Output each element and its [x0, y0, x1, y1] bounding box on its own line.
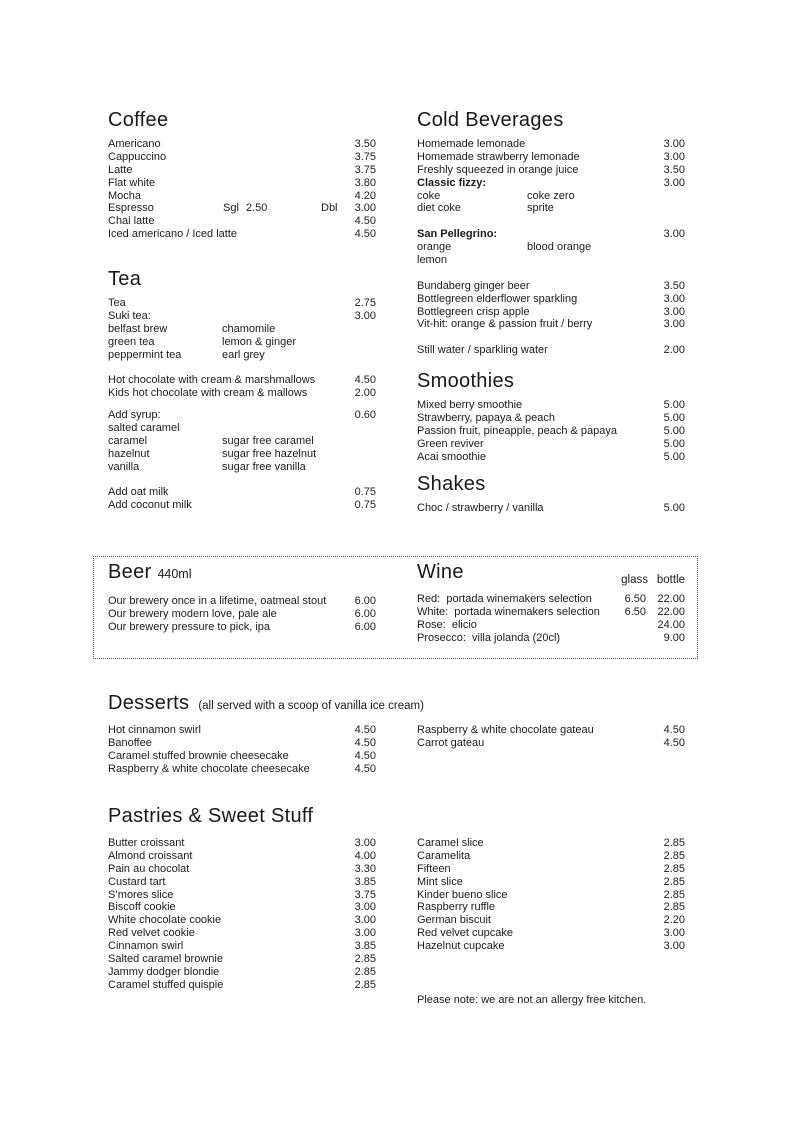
section-tea [108, 267, 376, 512]
menu-item-row [417, 254, 685, 267]
item-name: Flat white [108, 176, 156, 189]
menu-item-row [417, 438, 685, 451]
menu-item-row [108, 901, 376, 914]
menu-item-row [417, 293, 685, 306]
menu-item-row [417, 280, 685, 293]
menu-item-row [108, 151, 376, 164]
menu-item-row [417, 228, 685, 241]
desserts-items-left [108, 724, 376, 776]
menu-item-row [108, 486, 376, 499]
item-name: Salted caramel brownie [108, 953, 223, 966]
item-name: Banoffee [108, 736, 152, 749]
section-title-text: Tea [108, 268, 142, 290]
item-price: 2.00 [354, 387, 376, 400]
menu-item-row [108, 499, 376, 512]
item-name: vanilla [108, 460, 140, 473]
menu-item-row [108, 750, 376, 763]
section-pastries [108, 804, 685, 991]
item-name: Jammy dodger blondie [108, 965, 220, 978]
item-price: 3.85 [354, 875, 376, 888]
menu-item-row [417, 241, 685, 254]
item-name: Add syrup: [108, 409, 161, 422]
menu-item-row [108, 138, 376, 151]
allergy-note: Please note: we are not an allergy free kitchen. [417, 994, 647, 1006]
item-name: Raspberry & white chocolate gateau [417, 724, 594, 736]
menu-item-row [108, 621, 376, 634]
menu-item-row [417, 177, 685, 190]
menu-item-row [108, 461, 376, 474]
beer-size-note: 440ml [157, 567, 192, 581]
pastries-items-left [108, 837, 376, 992]
smoothies-title [417, 369, 685, 393]
item-name: Raspberry ruffle [417, 901, 496, 914]
item-name: Cinnamon swirl [108, 940, 184, 953]
item-name: Red velvet cupcake [417, 927, 513, 940]
item-name: hazelnut [108, 447, 150, 460]
section-title-text: Pastries & Sweet Stuff [108, 805, 314, 827]
shakes-items [417, 502, 685, 515]
menu-item-row [417, 889, 685, 902]
item-price: 3.00 [354, 927, 376, 940]
item-name: salted caramel [108, 422, 180, 435]
item-secondary-name: coke zero [527, 189, 575, 202]
item-price: 3.30 [354, 862, 376, 875]
menu-item-row [108, 876, 376, 889]
item-name: Homemade strawberry lemonade [417, 150, 580, 163]
item-secondary-name: blood orange [527, 241, 592, 254]
item-name: Almond croissant [108, 849, 193, 862]
menu-item-row [417, 451, 685, 464]
bottle-column-header: bottle [656, 574, 685, 586]
item-glass-price: 6.50 [624, 593, 646, 605]
item-name: Our brewery pressure to pick, ipa [108, 620, 271, 633]
menu-item-row [417, 425, 685, 438]
menu-item-row [108, 737, 376, 750]
item-name: Latte [108, 163, 133, 176]
item-price: 2.85 [354, 965, 376, 978]
menu-item-row [108, 422, 376, 435]
menu-item-row [108, 953, 376, 966]
menu-item-row [417, 502, 685, 515]
menu-item-row [108, 595, 376, 608]
menu-item-row [108, 966, 376, 979]
item-name: Our brewery modern love, pale ale [108, 607, 277, 620]
menu-item-row [108, 927, 376, 940]
item-price: 4.50 [663, 724, 685, 736]
item-price: 3.00 [663, 292, 685, 305]
item-glass-price: 6.50 [624, 605, 646, 618]
item-name: Hot cinnamon swirl [108, 724, 201, 736]
menu-item-row [108, 215, 376, 228]
item-name: Caramelita [417, 849, 471, 862]
item-name: Hazelnut cupcake [417, 940, 505, 953]
item-name: Americano [108, 138, 161, 150]
menu-item-row [108, 409, 376, 422]
cold-beverages-title [417, 108, 685, 132]
item-name: Our brewery once in a lifetime, oatmeal stout [108, 595, 327, 607]
item-price: 3.75 [354, 163, 376, 176]
section-title-text: Cold Beverages [417, 109, 564, 131]
item-secondary-name: sugar free hazelnut [222, 447, 317, 460]
item-price: 2.85 [663, 875, 685, 888]
item-price: 3.00 [354, 202, 376, 215]
menu-item-row [108, 349, 376, 362]
menu-item-row [108, 228, 376, 241]
item-price: 4.50 [354, 736, 376, 749]
item-price: 2.75 [354, 297, 376, 309]
item-name: Mocha [108, 189, 142, 202]
item-price: 6.00 [354, 607, 376, 620]
item-name: Add coconut milk [108, 499, 192, 512]
item-bottle-price: 22.00 [657, 605, 685, 618]
item-price: 4.50 [354, 749, 376, 762]
item-price: 3.00 [663, 176, 685, 189]
wine-column-headers [417, 574, 685, 587]
item-name: orange [417, 241, 452, 254]
menu-item-row [417, 306, 685, 319]
item-price: 5.00 [663, 399, 685, 411]
item-price: 3.85 [354, 940, 376, 953]
item-name: Chai latte [108, 215, 155, 228]
item-name: Mint slice [417, 875, 463, 888]
item-name: Biscoff cookie [108, 901, 176, 914]
menu-item-row [108, 177, 376, 190]
menu-item-row [417, 927, 685, 940]
item-name: Bottlegreen crisp apple [417, 305, 530, 318]
item-name: Red: portada winemakers selection [417, 593, 592, 605]
item-price: 3.00 [354, 309, 376, 322]
item-price: 3.50 [663, 163, 685, 176]
menu-item-row [108, 763, 376, 776]
tea-title [108, 267, 376, 291]
item-name: Freshly squeezed in orange juice [417, 163, 579, 176]
section-title-text: Wine [417, 561, 464, 583]
item-price: 5.00 [663, 437, 685, 450]
item-price: 2.00 [663, 344, 685, 357]
item-price: 4.50 [354, 762, 376, 775]
item-price: 0.75 [354, 499, 376, 512]
item-name: Still water / sparkling water [417, 344, 548, 357]
item-name: White: portada winemakers selection [417, 605, 600, 618]
menu-item-row [417, 318, 685, 331]
menu-item-row [417, 138, 685, 151]
desserts-subtitle: (all served with a scoop of vanilla ice cream) [198, 700, 424, 712]
section-desserts [108, 691, 685, 775]
item-name: Passion fruit, pineapple, peach & papaya [417, 424, 617, 437]
item-price: 3.00 [354, 914, 376, 927]
menu-item-row [417, 151, 685, 164]
item-price: 3.00 [354, 901, 376, 914]
section-smoothies [417, 369, 685, 463]
desserts-title [108, 691, 685, 718]
menu-item-row [417, 412, 685, 425]
menu-item-row [417, 164, 685, 177]
menu-item-row [417, 632, 685, 645]
item-price: 4.50 [354, 228, 376, 241]
item-name: Caramel slice [417, 837, 484, 849]
item-name: lemon [417, 254, 447, 267]
spacer-row [417, 331, 685, 344]
spacer-row [108, 361, 376, 374]
section-beer [108, 560, 376, 634]
item-price: 5.00 [663, 411, 685, 424]
item-bottle-price: 9.00 [663, 631, 685, 644]
item-name: Red velvet cookie [108, 927, 195, 940]
cold-beverages-items [417, 138, 685, 357]
item-name: Fifteen [417, 862, 451, 875]
item-price: 3.50 [663, 279, 685, 292]
menu-item-row [108, 374, 376, 387]
menu-item-row [108, 940, 376, 953]
section-title-text: Smoothies [417, 370, 515, 392]
menu-item-row [417, 837, 685, 850]
item-price: 4.50 [354, 374, 376, 387]
menu-item-row [108, 190, 376, 203]
item-name: Cappuccino [108, 150, 167, 163]
menu-item-row [108, 979, 376, 992]
item-price: 2.85 [663, 837, 685, 849]
item-price: 3.00 [663, 138, 685, 150]
item-bottle-price: 24.00 [657, 618, 685, 631]
item-name: Pain au chocolat [108, 862, 190, 875]
item-secondary-name: sprite [527, 202, 554, 215]
item-name: White chocolate cookie [108, 914, 222, 927]
item-name: Prosecco: villa jolanda (20cl) [417, 631, 561, 644]
item-price: 2.85 [663, 849, 685, 862]
section-coffee [108, 108, 376, 241]
item-price: 5.00 [663, 450, 685, 463]
item-price: 2.20 [663, 914, 685, 927]
menu-item-row [108, 323, 376, 336]
item-name: Green reviver [417, 437, 484, 450]
menu-item-row [108, 850, 376, 863]
item-price: 3.00 [663, 305, 685, 318]
coffee-title [108, 108, 376, 132]
menu-item-row [108, 837, 376, 850]
menu-item-row [108, 608, 376, 621]
item-name: German biscuit [417, 914, 491, 927]
item-price: 4.20 [354, 189, 376, 202]
item-price: 0.75 [354, 486, 376, 499]
item-price: 4.00 [354, 849, 376, 862]
smoothies-items [417, 399, 685, 463]
shakes-title [417, 472, 685, 496]
item-price: 3.50 [354, 138, 376, 150]
item-price: 3.75 [354, 150, 376, 163]
item-name: Bottlegreen elderflower sparkling [417, 292, 578, 305]
menu-item-row [108, 863, 376, 876]
item-name: Classic fizzy: [417, 176, 487, 189]
section-title-text: Beer [108, 561, 152, 583]
item-name: peppermint tea [108, 348, 182, 361]
item-secondary-name: sugar free caramel [222, 434, 314, 447]
espresso-double-label: Dbl [321, 202, 338, 215]
beer-items [108, 595, 376, 634]
menu-item-row [417, 344, 685, 357]
item-price: 4.50 [354, 724, 376, 736]
item-price: 3.00 [663, 228, 685, 241]
item-name: Choc / strawberry / vanilla [417, 502, 544, 514]
item-name: S’mores slice [108, 888, 174, 901]
menu-item-row [108, 336, 376, 349]
menu-item-row [417, 619, 685, 632]
spacer-row [417, 267, 685, 280]
menu-item-row [108, 202, 376, 215]
item-price: 2.85 [663, 901, 685, 914]
item-price: 2.85 [663, 888, 685, 901]
menu-item-row [417, 593, 685, 606]
item-name: coke [417, 189, 441, 202]
item-price: 3.00 [663, 318, 685, 331]
item-price: 5.00 [663, 424, 685, 437]
espresso-single-label: Sgl [223, 202, 239, 215]
item-name: Homemade lemonade [417, 138, 526, 150]
spacer-row [108, 400, 376, 409]
item-name: Rose: elicio [417, 618, 477, 631]
item-price: 3.00 [354, 837, 376, 849]
item-price: 4.50 [354, 215, 376, 228]
item-name: Espresso [108, 202, 154, 215]
menu-item-row [417, 399, 685, 412]
item-price: 3.00 [663, 940, 685, 953]
menu-item-row [417, 850, 685, 863]
menu-item-row [417, 190, 685, 203]
item-secondary-name: chamomile [222, 322, 276, 335]
menu-item-row [417, 724, 685, 737]
pastries-items-right [417, 837, 685, 953]
item-secondary-name: earl grey [222, 348, 265, 361]
item-name: Carrot gateau [417, 736, 485, 749]
item-name: Caramel stuffed brownie cheesecake [108, 749, 289, 762]
menu-item-row [417, 914, 685, 927]
glass-column-header: glass [621, 574, 648, 586]
item-name: caramel [108, 434, 148, 447]
espresso-single-price: 2.50 [246, 202, 268, 215]
menu-item-row [108, 435, 376, 448]
item-name: Butter croissant [108, 837, 185, 849]
item-name: Kids hot chocolate with cream & mallows [108, 387, 308, 400]
item-name: Kinder bueno slice [417, 888, 508, 901]
item-price: 3.00 [663, 150, 685, 163]
spacer-row [417, 215, 685, 228]
menu-item-row [417, 876, 685, 889]
item-name: Mixed berry smoothie [417, 399, 523, 411]
menu-item-row [108, 164, 376, 177]
menu-item-row [108, 387, 376, 400]
item-price: 6.00 [354, 595, 376, 607]
menu-item-row [108, 724, 376, 737]
desserts-items-right [417, 724, 685, 750]
item-name: Bundaberg ginger beer [417, 279, 530, 292]
item-price: 2.85 [354, 953, 376, 966]
menu-item-row [108, 297, 376, 310]
section-wine [417, 560, 685, 645]
section-title-text: Desserts [108, 692, 190, 714]
item-secondary-name: lemon & ginger [222, 335, 296, 348]
item-name: Raspberry & white chocolate cheesecake [108, 762, 310, 775]
spacer-row [108, 474, 376, 487]
item-name: Caramel stuffed quispie [108, 978, 224, 991]
item-name: San Pellegrino: [417, 228, 498, 241]
item-name: Vit-hit: orange & passion fruit / berry [417, 318, 593, 331]
item-name: diet coke [417, 202, 462, 215]
section-shakes [417, 472, 685, 515]
section-title-text: Coffee [108, 109, 169, 131]
item-price: 2.85 [663, 862, 685, 875]
menu-item-row [417, 901, 685, 914]
item-price: 3.80 [354, 176, 376, 189]
item-name: Hot chocolate with cream & marshmallows [108, 374, 316, 387]
section-title-text: Shakes [417, 473, 486, 495]
item-name: belfast brew [108, 322, 168, 335]
coffee-items [108, 138, 376, 241]
item-price: 2.85 [354, 978, 376, 991]
item-secondary-name: sugar free vanilla [222, 460, 306, 473]
section-cold-beverages [417, 108, 685, 357]
item-name: green tea [108, 335, 155, 348]
item-name: Acai smoothie [417, 450, 487, 463]
menu-item-row [417, 940, 685, 953]
menu-item-row [108, 889, 376, 902]
item-price: 6.00 [354, 620, 376, 633]
item-price: 3.00 [663, 927, 685, 940]
item-bottle-price: 22.00 [657, 593, 685, 605]
item-price: 0.60 [354, 409, 376, 422]
menu-item-row [108, 448, 376, 461]
menu-item-row [417, 737, 685, 750]
item-name: Custard tart [108, 875, 166, 888]
item-name: Add oat milk [108, 486, 169, 499]
pastries-title [108, 804, 685, 828]
menu-item-row [417, 863, 685, 876]
menu-item-row [108, 914, 376, 927]
menu-item-row [417, 202, 685, 215]
item-name: Iced americano / Iced latte [108, 228, 238, 241]
item-price: 3.75 [354, 888, 376, 901]
menu-item-row [417, 606, 685, 619]
menu-item-row [108, 310, 376, 323]
item-price: 4.50 [663, 736, 685, 749]
item-name: Strawberry, papaya & peach [417, 411, 555, 424]
item-name: Suki tea: [108, 309, 151, 322]
wine-items [417, 593, 685, 645]
item-name: Tea [108, 297, 126, 309]
beer-title [108, 560, 376, 586]
item-price: 5.00 [663, 502, 685, 514]
tea-items [108, 297, 376, 512]
